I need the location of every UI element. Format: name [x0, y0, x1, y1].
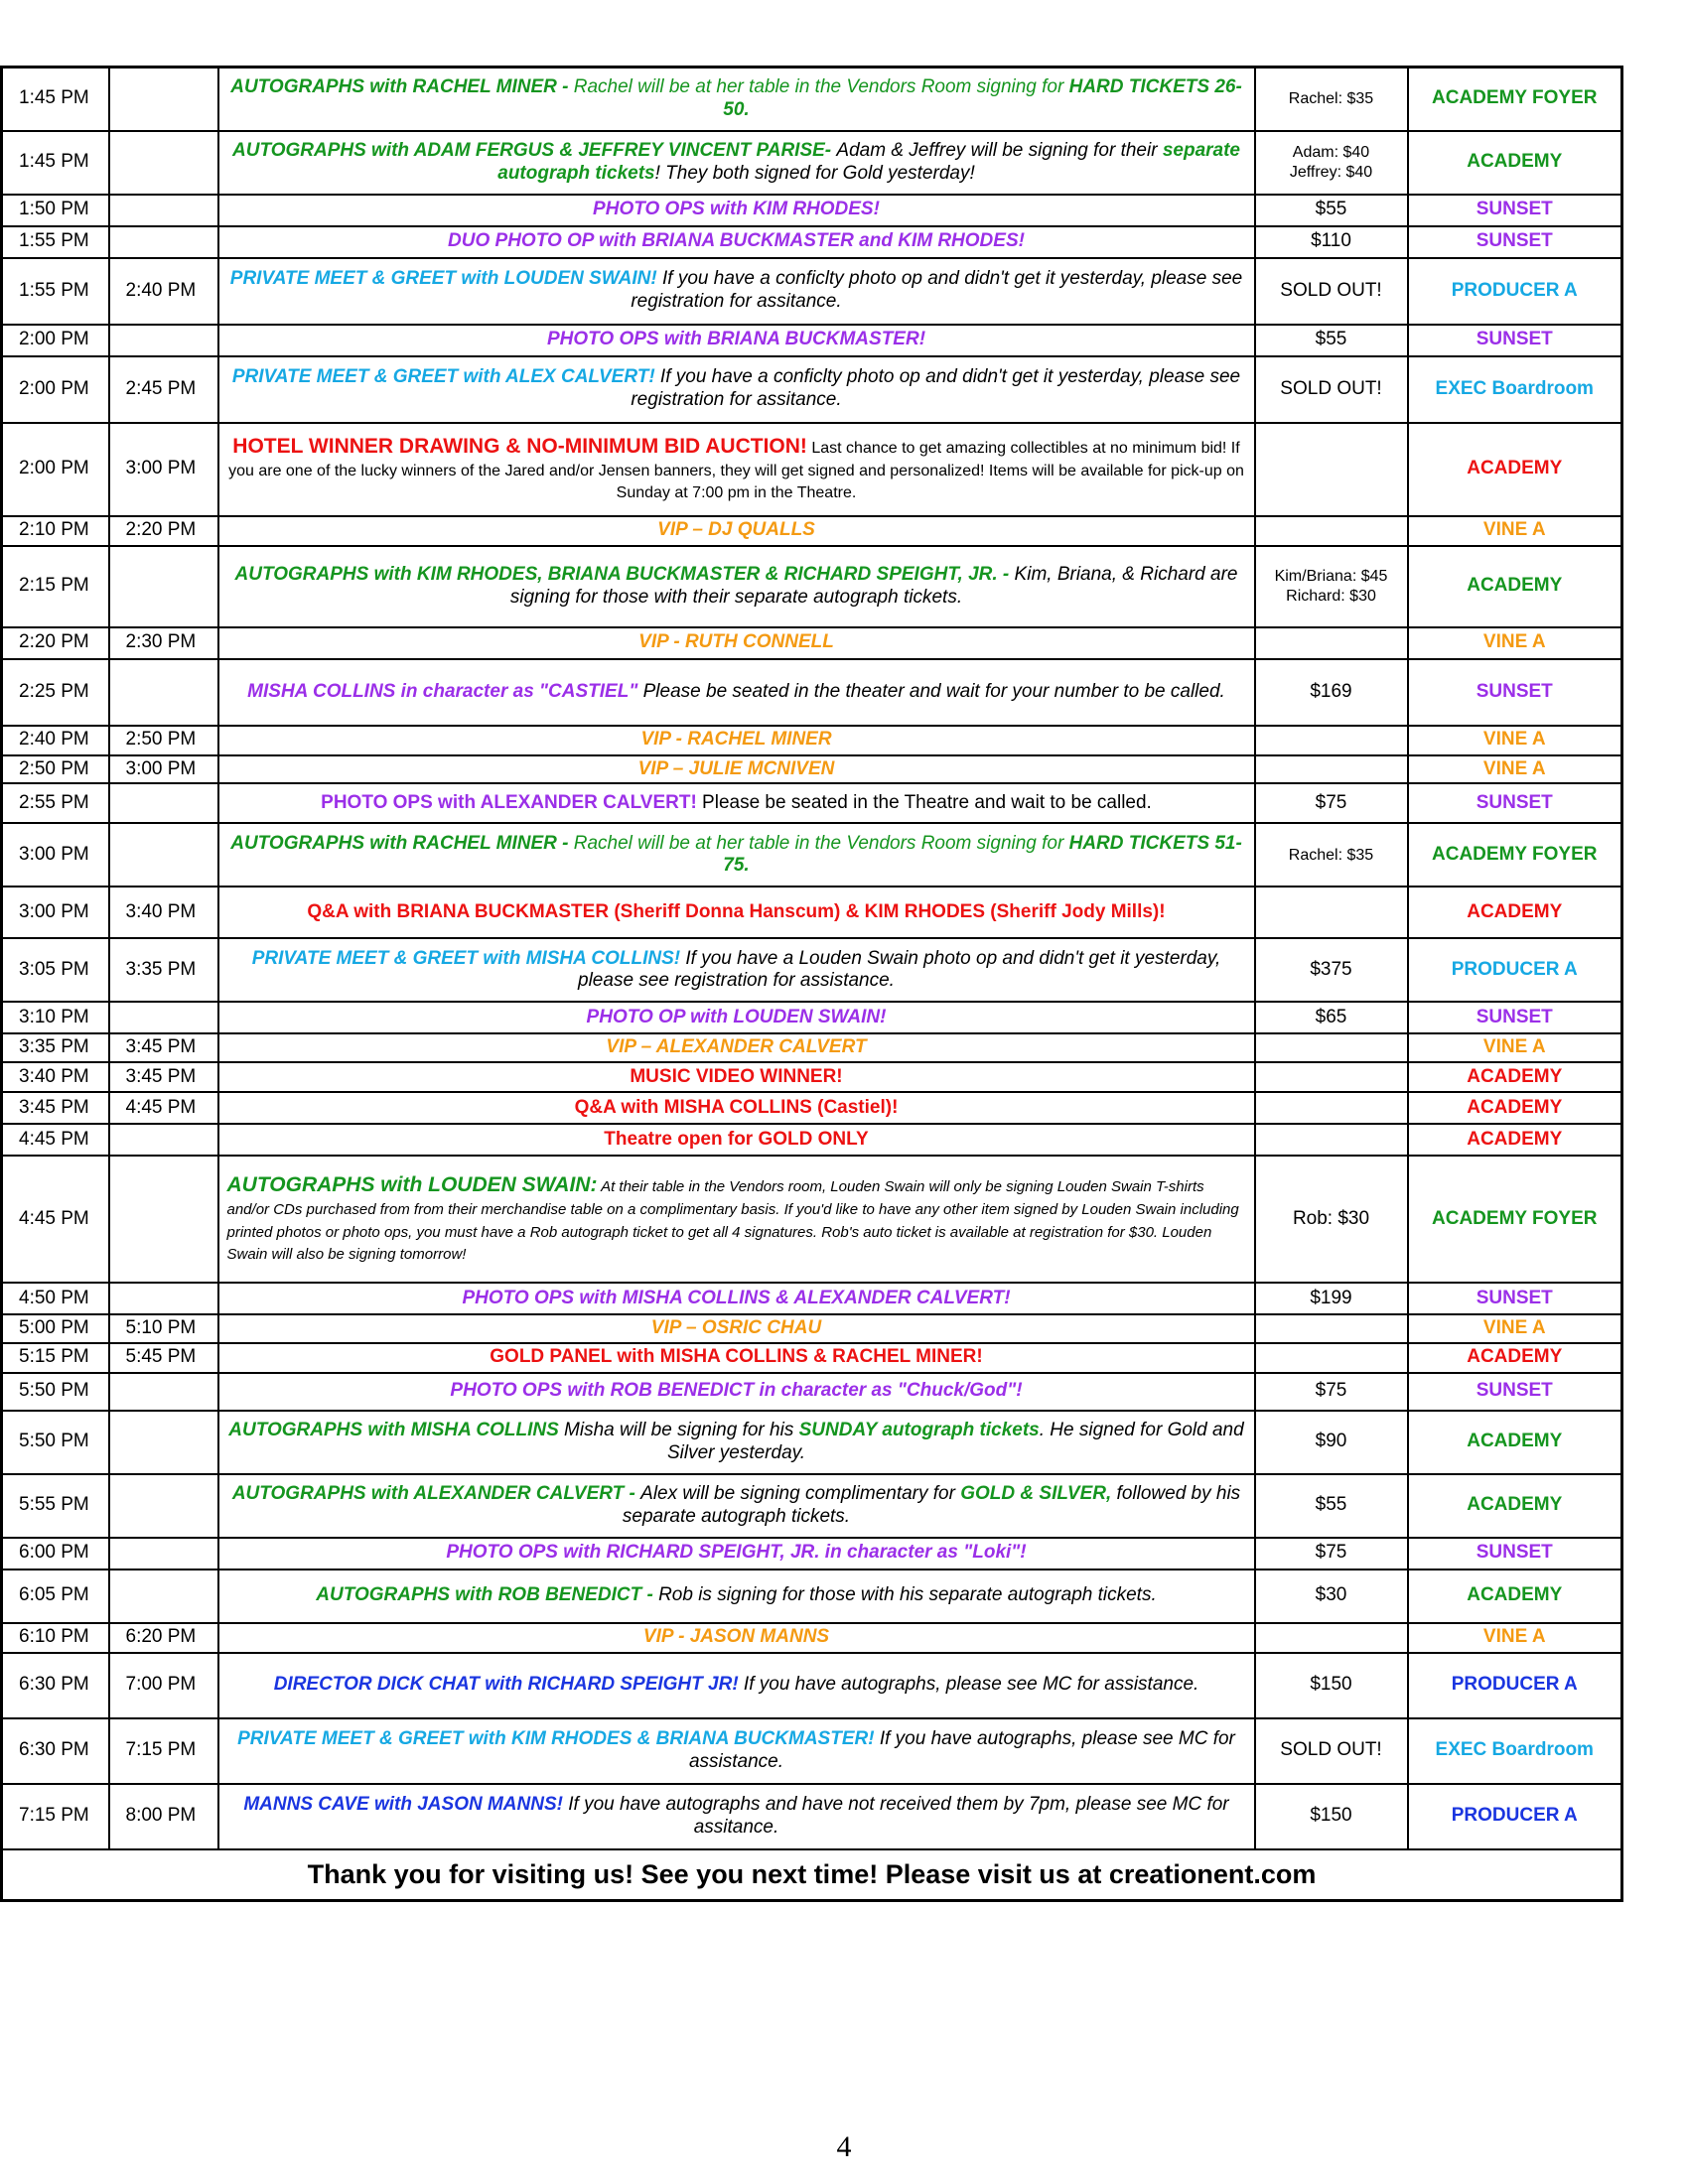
end-time	[109, 226, 218, 258]
event-title: HOTEL WINNER DRAWING & NO-MINIMUM BID AUCTION!	[232, 434, 807, 458]
end-time	[109, 1156, 218, 1283]
location: ACADEMY	[1408, 1062, 1622, 1092]
location: ACADEMY FOYER	[1408, 68, 1622, 131]
price	[1255, 627, 1408, 659]
start-time: 5:00 PM	[2, 1314, 109, 1343]
location: VINE A	[1408, 627, 1622, 659]
price	[1255, 1314, 1408, 1343]
schedule-row	[2, 1474, 1622, 1538]
location: PRODUCER A	[1408, 938, 1622, 1002]
event-details: Alex will be signing complimentary for	[640, 1483, 961, 1505]
location: PRODUCER A	[1408, 1653, 1622, 1718]
end-time	[109, 131, 218, 195]
start-time: 4:45 PM	[2, 1124, 109, 1156]
schedule-row	[2, 659, 1622, 726]
price: SOLD OUT!	[1255, 356, 1408, 423]
event-description	[218, 258, 1255, 325]
event-details-cont: . He signed for Gold and Silver yesterday.	[666, 1420, 1244, 1463]
price: $30	[1255, 1570, 1408, 1623]
event-description	[218, 1156, 1255, 1283]
price: $75	[1255, 1373, 1408, 1411]
event-description	[218, 1718, 1255, 1784]
schedule-row	[2, 1314, 1622, 1343]
price: $90	[1255, 1411, 1408, 1474]
start-time: 3:35 PM	[2, 1033, 109, 1062]
price: Rachel: $35	[1255, 68, 1408, 131]
location: SUNSET	[1408, 1002, 1622, 1033]
end-time	[109, 68, 218, 131]
price: $75	[1255, 783, 1408, 823]
schedule-row	[2, 627, 1622, 659]
event-title: PHOTO OPS with BRIANA BUCKMASTER!	[218, 325, 1255, 356]
price: $55	[1255, 1474, 1408, 1538]
event-title: AUTOGRAPHS with RACHEL MINER -	[230, 75, 574, 97]
start-time: 3:00 PM	[2, 887, 109, 938]
location: ACADEMY	[1408, 1570, 1622, 1623]
location: ACADEMY FOYER	[1408, 1156, 1622, 1283]
price: $169	[1255, 659, 1408, 726]
event-description	[218, 659, 1255, 726]
schedule-row	[2, 1283, 1622, 1314]
event-title: PRIVATE MEET & GREET with LOUDEN SWAIN!	[229, 268, 657, 290]
event-details-cont: followed by his separate autograph tickets.	[622, 1483, 1241, 1527]
event-title: VIP – OSRIC CHAU	[218, 1314, 1255, 1343]
footer-row	[2, 1849, 1622, 1901]
end-time: 3:45 PM	[109, 1062, 218, 1092]
event-description	[218, 68, 1255, 131]
location: SUNSET	[1408, 1373, 1622, 1411]
start-time: 2:55 PM	[2, 783, 109, 823]
start-time: 6:10 PM	[2, 1623, 109, 1653]
start-time: 2:00 PM	[2, 356, 109, 423]
price-line: Adam: $40	[1292, 144, 1370, 162]
schedule-row	[2, 1343, 1622, 1373]
event-details: If you have autographs and have not received them by 7pm, please see MC for assitance.	[562, 1794, 1229, 1838]
location: ACADEMY	[1408, 546, 1622, 627]
price: $55	[1255, 325, 1408, 356]
end-time: 2:30 PM	[109, 627, 218, 659]
event-details: If you have autographs, please see MC for assistance.	[738, 1674, 1199, 1696]
event-details: Rachel will be at her table in the Vendors Room signing for	[573, 832, 1069, 854]
event-details-cont: ! They both signed for Gold yesterday!	[654, 162, 975, 184]
location: SUNSET	[1408, 1538, 1622, 1570]
event-details: If you have autographs, please see MC for assistance.	[688, 1728, 1235, 1772]
schedule-row	[2, 131, 1622, 195]
event-title: Q&A with BRIANA BUCKMASTER (Sheriff Donna Hanscum) & KIM RHODES (Sheriff Jody Mills)!	[218, 887, 1255, 938]
schedule-table	[0, 66, 1623, 1902]
event-details: Misha will be signing for his	[558, 1420, 799, 1441]
event-title: VIP – DJ QUALLS	[218, 516, 1255, 546]
location: SUNSET	[1408, 783, 1622, 823]
price: $199	[1255, 1283, 1408, 1314]
start-time: 2:40 PM	[2, 726, 109, 755]
end-time	[109, 783, 218, 823]
event-title: AUTOGRAPHS with KIM RHODES, BRIANA BUCKMASTER & RICHARD SPEIGHT, JR. -	[234, 563, 1015, 585]
location: ACADEMY	[1408, 423, 1622, 516]
end-time	[109, 823, 218, 887]
start-time: 1:55 PM	[2, 226, 109, 258]
start-time: 4:45 PM	[2, 1156, 109, 1283]
event-description	[218, 1570, 1255, 1623]
event-title: Q&A with MISHA COLLINS (Castiel)!	[218, 1092, 1255, 1124]
location: ACADEMY	[1408, 1411, 1622, 1474]
end-time: 2:45 PM	[109, 356, 218, 423]
event-title: VIP - JASON MANNS	[218, 1623, 1255, 1653]
location: VINE A	[1408, 726, 1622, 755]
price	[1255, 1092, 1408, 1124]
end-time	[109, 1538, 218, 1570]
location: PRODUCER A	[1408, 258, 1622, 325]
price	[1255, 516, 1408, 546]
price	[1255, 131, 1408, 195]
price: SOLD OUT!	[1255, 258, 1408, 325]
event-description	[218, 356, 1255, 423]
event-details: At their table in the Vendors room, Louden Swain will only be signing Louden Swain T-shirts and/or CDs purchased from from their merchandise table on a complimentary basis. If you'd like to have any other item signed by Louden Swain including printed photos or photo ops, you must have a Rob autograph ticket to get all 4 signatures. Rob's auto ticket is available at registration for $30. Louden Swain will also be signing tomorrow!	[226, 1178, 1239, 1264]
page-number: 4	[836, 2130, 852, 2163]
end-time: 8:00 PM	[109, 1784, 218, 1849]
event-title: PHOTO OPS with MISHA COLLINS & ALEXANDER CALVERT!	[218, 1283, 1255, 1314]
footer-message: Thank you for visiting us! See you next time! Please visit us at creationent.com	[2, 1849, 1622, 1901]
event-title: AUTOGRAPHS with ALEXANDER CALVERT -	[231, 1483, 641, 1505]
schedule-row	[2, 887, 1622, 938]
event-emphasis: HARD TICKETS 51-75.	[723, 832, 1242, 877]
location: ACADEMY	[1408, 131, 1622, 195]
location: ACADEMY	[1408, 1124, 1622, 1156]
event-title: AUTOGRAPHS with ADAM FERGUS & JEFFREY VINCENT PARISE-	[232, 139, 837, 161]
start-time: 2:10 PM	[2, 516, 109, 546]
schedule-row	[2, 1653, 1622, 1718]
schedule-row	[2, 226, 1622, 258]
location: SUNSET	[1408, 195, 1622, 226]
location: ACADEMY	[1408, 887, 1622, 938]
location: PRODUCER A	[1408, 1784, 1622, 1849]
event-title: PRIVATE MEET & GREET with ALEX CALVERT!	[231, 366, 655, 388]
event-title: AUTOGRAPHS with RACHEL MINER -	[230, 832, 574, 854]
event-title: MANNS CAVE with JASON MANNS!	[243, 1794, 563, 1816]
end-time: 5:10 PM	[109, 1314, 218, 1343]
event-details: Rob is signing for those with his separate autograph tickets.	[658, 1584, 1157, 1606]
start-time: 3:40 PM	[2, 1062, 109, 1092]
event-description	[218, 783, 1255, 823]
start-time: 5:55 PM	[2, 1474, 109, 1538]
start-time: 2:00 PM	[2, 325, 109, 356]
event-description	[218, 1474, 1255, 1538]
event-title: GOLD PANEL with MISHA COLLINS & RACHEL MINER!	[218, 1343, 1255, 1373]
event-title: VIP – JULIE MCNIVEN	[218, 755, 1255, 784]
event-description	[218, 938, 1255, 1002]
event-emphasis: HARD TICKETS 26-50.	[723, 75, 1242, 120]
start-time: 2:20 PM	[2, 627, 109, 659]
price	[1255, 423, 1408, 516]
event-title: AUTOGRAPHS with MISHA COLLINS	[228, 1420, 559, 1441]
start-time: 2:15 PM	[2, 546, 109, 627]
schedule-row	[2, 783, 1622, 823]
price	[1255, 1033, 1408, 1062]
end-time: 2:40 PM	[109, 258, 218, 325]
start-time: 6:05 PM	[2, 1570, 109, 1623]
end-time	[109, 1570, 218, 1623]
event-title: MUSIC VIDEO WINNER!	[218, 1062, 1255, 1092]
schedule-row	[2, 1411, 1622, 1474]
event-description	[218, 1784, 1255, 1849]
schedule-row	[2, 1570, 1622, 1623]
event-title: PHOTO OPS with KIM RHODES!	[218, 195, 1255, 226]
event-details: Adam & Jeffrey will be signing for their	[836, 139, 1163, 161]
end-time	[109, 546, 218, 627]
end-time: 5:45 PM	[109, 1343, 218, 1373]
location: VINE A	[1408, 1623, 1622, 1653]
schedule-row	[2, 195, 1622, 226]
schedule-row	[2, 1538, 1622, 1570]
end-time	[109, 1283, 218, 1314]
price: $150	[1255, 1784, 1408, 1849]
price-line: Jeffrey: $40	[1289, 163, 1373, 181]
start-time: 1:45 PM	[2, 68, 109, 131]
event-details: Last chance to get amazing collectibles at no minimum bid! If you are one of the lucky winners of the Jared and/or Jensen banners, they will get signed and personalized! Items will be available for pick-up on Sunday at 7:00 pm in the Theatre.	[228, 439, 1244, 502]
end-time: 7:15 PM	[109, 1718, 218, 1784]
schedule-row	[2, 938, 1622, 1002]
event-details: Rachel will be at her table in the Vendors Room signing for	[573, 75, 1069, 97]
price: Rob: $30	[1255, 1156, 1408, 1283]
event-title: PHOTO OPS with ROB BENEDICT in character as "Chuck/God"!	[218, 1373, 1255, 1411]
event-title: VIP - RUTH CONNELL	[218, 627, 1255, 659]
end-time	[109, 325, 218, 356]
price	[1255, 1062, 1408, 1092]
location: VINE A	[1408, 755, 1622, 784]
event-description	[218, 823, 1255, 887]
location: VINE A	[1408, 1033, 1622, 1062]
schedule-row	[2, 1623, 1622, 1653]
price: $75	[1255, 1538, 1408, 1570]
location: EXEC Boardroom	[1408, 356, 1622, 423]
end-time: 3:40 PM	[109, 887, 218, 938]
event-emphasis: separate autograph tickets	[497, 139, 1240, 184]
end-time: 3:45 PM	[109, 1033, 218, 1062]
schedule-row	[2, 726, 1622, 755]
price: SOLD OUT!	[1255, 1718, 1408, 1784]
end-time: 4:45 PM	[109, 1092, 218, 1124]
start-time: 6:00 PM	[2, 1538, 109, 1570]
schedule-row	[2, 325, 1622, 356]
start-time: 4:50 PM	[2, 1283, 109, 1314]
price: $150	[1255, 1653, 1408, 1718]
end-time: 6:20 PM	[109, 1623, 218, 1653]
schedule-row	[2, 1124, 1622, 1156]
event-title: VIP – ALEXANDER CALVERT	[218, 1033, 1255, 1062]
schedule-row	[2, 516, 1622, 546]
end-time	[109, 1124, 218, 1156]
price	[1255, 1124, 1408, 1156]
location: SUNSET	[1408, 325, 1622, 356]
schedule-row	[2, 1784, 1622, 1849]
location: ACADEMY FOYER	[1408, 823, 1622, 887]
start-time: 3:10 PM	[2, 1002, 109, 1033]
start-time: 5:50 PM	[2, 1411, 109, 1474]
end-time	[109, 1373, 218, 1411]
location: ACADEMY	[1408, 1474, 1622, 1538]
end-time: 3:00 PM	[109, 423, 218, 516]
price: $55	[1255, 195, 1408, 226]
end-time: 2:50 PM	[109, 726, 218, 755]
end-time	[109, 1474, 218, 1538]
schedule-row	[2, 1156, 1622, 1283]
price-line: Kim/Briana: $45	[1274, 568, 1388, 586]
price	[1255, 1623, 1408, 1653]
event-emphasis: SUNDAY autograph tickets	[798, 1420, 1040, 1441]
schedule-row	[2, 1092, 1622, 1124]
start-time: 3:45 PM	[2, 1092, 109, 1124]
event-description	[218, 546, 1255, 627]
event-details: If you have a conficlty photo op and didn't get it yesterday, please see registration for assitance.	[631, 268, 1243, 312]
schedule-row	[2, 823, 1622, 887]
event-details: If you have a conficlty photo op and didn't get it yesterday, please see registration for assitance.	[631, 366, 1241, 410]
event-title: MISHA COLLINS in character as "CASTIEL"	[247, 680, 638, 702]
event-details: Please be seated in the theater and wait for your number to be called.	[637, 680, 1225, 702]
end-time: 2:20 PM	[109, 516, 218, 546]
schedule-row	[2, 258, 1622, 325]
schedule-row	[2, 546, 1622, 627]
end-time	[109, 195, 218, 226]
event-title: PRIVATE MEET & GREET with MISHA COLLINS!	[251, 947, 681, 969]
start-time: 5:50 PM	[2, 1373, 109, 1411]
event-description	[218, 1411, 1255, 1474]
schedule-row	[2, 1373, 1622, 1411]
schedule-row	[2, 1033, 1622, 1062]
start-time: 5:15 PM	[2, 1343, 109, 1373]
price-line: Richard: $30	[1286, 587, 1376, 605]
location: SUNSET	[1408, 226, 1622, 258]
location: ACADEMY	[1408, 1343, 1622, 1373]
price	[1255, 726, 1408, 755]
event-description	[218, 423, 1255, 516]
price	[1255, 546, 1408, 627]
event-title: DIRECTOR DICK CHAT with RICHARD SPEIGHT JR!	[273, 1674, 739, 1696]
start-time: 6:30 PM	[2, 1718, 109, 1784]
event-title: PHOTO OP with LOUDEN SWAIN!	[218, 1002, 1255, 1033]
price	[1255, 887, 1408, 938]
start-time: 3:05 PM	[2, 938, 109, 1002]
location: VINE A	[1408, 1314, 1622, 1343]
event-details: Please be seated in the Theatre and wait to be called.	[696, 791, 1152, 813]
start-time: 2:00 PM	[2, 423, 109, 516]
event-emphasis: GOLD & SILVER,	[960, 1483, 1112, 1505]
end-time: 7:00 PM	[109, 1653, 218, 1718]
end-time	[109, 1411, 218, 1474]
event-title: AUTOGRAPHS with LOUDEN SWAIN:	[226, 1173, 598, 1196]
event-details: Kim, Briana, & Richard are signing for those with their separate autograph tickets.	[509, 563, 1238, 608]
location: VINE A	[1408, 516, 1622, 546]
event-title: PHOTO OPS with ALEXANDER CALVERT!	[321, 791, 697, 813]
event-title: Theatre open for GOLD ONLY	[218, 1124, 1255, 1156]
event-details: If you have a Louden Swain photo op and didn't get it yesterday, please see registration for assistance.	[578, 947, 1221, 992]
schedule-row	[2, 423, 1622, 516]
location: SUNSET	[1408, 659, 1622, 726]
start-time: 1:45 PM	[2, 131, 109, 195]
schedule-row	[2, 1062, 1622, 1092]
start-time: 7:15 PM	[2, 1784, 109, 1849]
start-time: 1:55 PM	[2, 258, 109, 325]
event-title: PHOTO OPS with RICHARD SPEIGHT, JR. in character as "Loki"!	[218, 1538, 1255, 1570]
schedule-row	[2, 1002, 1622, 1033]
start-time: 2:25 PM	[2, 659, 109, 726]
event-title: PRIVATE MEET & GREET with KIM RHODES & BRIANA BUCKMASTER!	[237, 1728, 875, 1750]
schedule-row	[2, 755, 1622, 784]
schedule-row	[2, 356, 1622, 423]
end-time: 3:35 PM	[109, 938, 218, 1002]
end-time	[109, 1002, 218, 1033]
start-time: 1:50 PM	[2, 195, 109, 226]
event-title: AUTOGRAPHS with ROB BENEDICT -	[316, 1584, 659, 1606]
start-time: 3:00 PM	[2, 823, 109, 887]
event-title: DUO PHOTO OP with BRIANA BUCKMASTER and KIM RHODES!	[218, 226, 1255, 258]
schedule-row	[2, 68, 1622, 131]
end-time: 3:00 PM	[109, 755, 218, 784]
price: $65	[1255, 1002, 1408, 1033]
location: ACADEMY	[1408, 1092, 1622, 1124]
event-description	[218, 1653, 1255, 1718]
price: $375	[1255, 938, 1408, 1002]
location: SUNSET	[1408, 1283, 1622, 1314]
location: EXEC Boardroom	[1408, 1718, 1622, 1784]
end-time	[109, 659, 218, 726]
price	[1255, 1343, 1408, 1373]
price	[1255, 755, 1408, 784]
event-title: VIP - RACHEL MINER	[218, 726, 1255, 755]
price: Rachel: $35	[1255, 823, 1408, 887]
start-time: 6:30 PM	[2, 1653, 109, 1718]
event-description	[218, 131, 1255, 195]
start-time: 2:50 PM	[2, 755, 109, 784]
price: $110	[1255, 226, 1408, 258]
schedule-row	[2, 1718, 1622, 1784]
